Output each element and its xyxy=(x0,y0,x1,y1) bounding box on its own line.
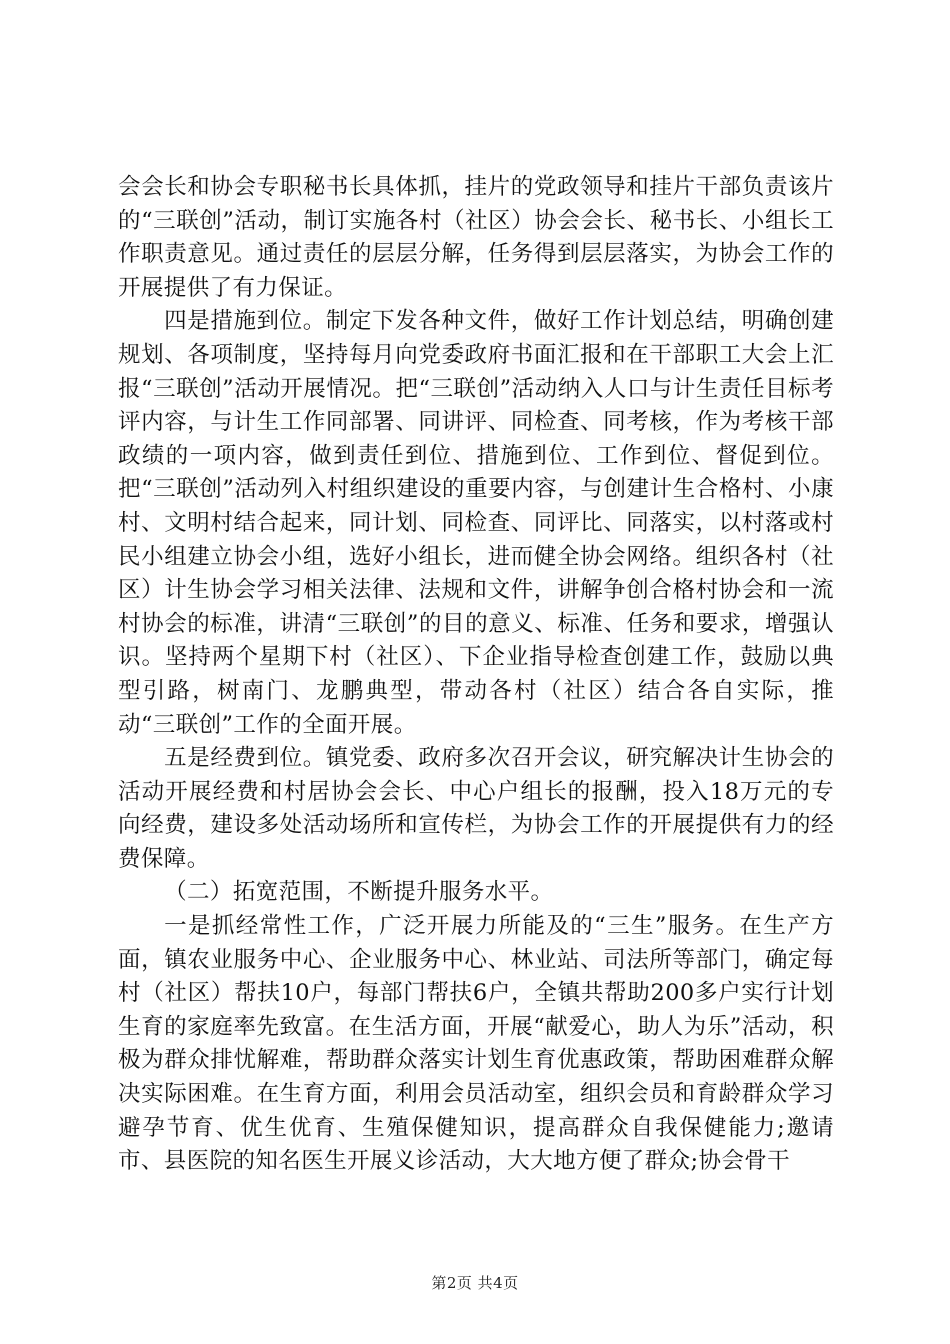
paragraph-3: 五是经费到位。镇党委、政府多次召开会议，研究解决计生协会的活动开展经费和村居协会会长、中心户组长的报酬，投入18万元的专向经费，建设多处活动场所和宣传栏，为协会工作的开展提供有力的经费保障。 xyxy=(118,745,834,872)
section-heading: （二）拓宽范围，不断提升服务水平。 xyxy=(164,879,554,906)
document-body xyxy=(118,171,834,1179)
paragraph-1: 会会长和协会专职秘书长具体抓，挂片的党政领导和挂片干部负责该片的“三联创”活动，制订实施各村（社区）协会会长、秘书长、小组长工作职责意见。通过责任的层层分解，任务得到层层落实，为协会工作的开展提供了有力保证。 xyxy=(118,174,834,301)
page-number-footer: 第2页 共4页 xyxy=(431,1274,519,1292)
paragraph-4: 一是抓经常性工作，广泛开展力所能及的“三生”服务。在生产方面，镇农业服务中心、企业服务中心、林业站、司法所等部门，确定每村（社区）帮扶10户，每部门帮扶6户，全镇共帮助200多户实行计划生育的家庭率先致富。在生活方面，开展“献爱心，助人为乐”活动，积极为群众排忧解难，帮助群众落实计划生育优惠政策，帮助困难群众解决实际困难。在生育方面，利用会员活动室，组织会员和育龄群众学习避孕节育、优生优育、生殖保健知识，提高群众自我保健能力;邀请市、县医院的知名医生开展义诊活动，大大地方便了群众;协会骨干 xyxy=(118,913,834,1175)
paragraph-2: 四是措施到位。制定下发各种文件，做好工作计划总结，明确创建规划、各项制度，坚持每月向党委政府书面汇报和在干部职工大会上汇报“三联创”活动开展情况。把“三联创”活动纳入人口与计生责任目标考评内容，与计生工作同部署、同讲评、同检查、同考核，作为考核干部政绩的一项内容，做到责任到位、措施到位、工作到位、督促到位。把“三联创”活动列入村组织建设的重要内容，与创建计生合格村、小康村、文明村结合起来，同计划、同检查、同评比、同落实，以村落或村民小组建立协会小组，选好小组长，进而健全协会网络。组织各村（社区）计生协会学习相关法律、法规和文件，讲解争创合格村协会和一流村协会的标准，讲清“三联创”的目的意义、标准、任务和要求，增强认识。坚持两个星期下村（社区）、下企业指导检查创建工作，鼓励以典型引路，树南门、龙鹏典型，带动各村（社区）结合各自实际，推动“三联创”工作的全面开展。 xyxy=(118,308,834,738)
